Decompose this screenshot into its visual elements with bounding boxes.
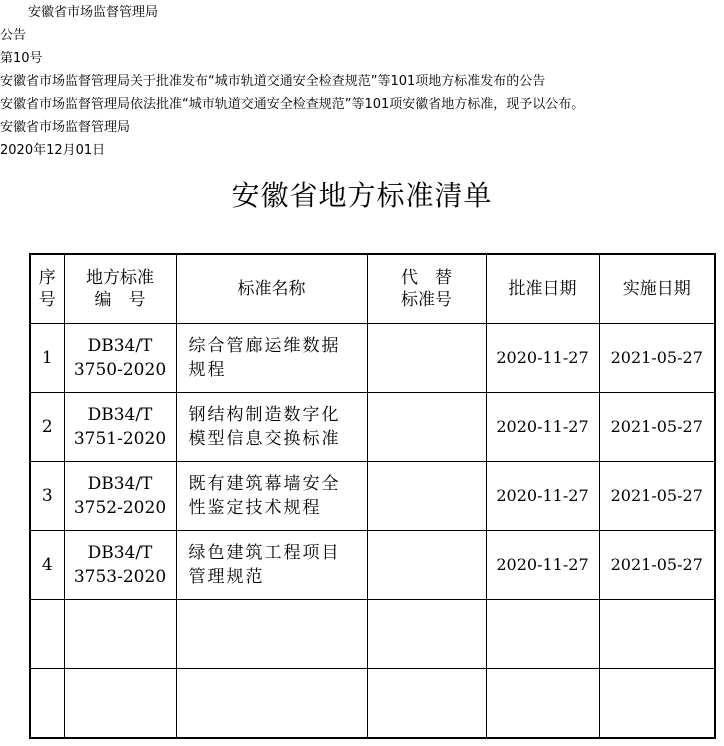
agency-name: 安徽省市场监督管理局: [28, 5, 159, 20]
cell-code-prefix: DB34/T: [87, 474, 153, 494]
cell-approve-date: 2020-11-27: [486, 393, 599, 462]
table-row: [30, 531, 715, 600]
cell-empty: [64, 600, 176, 669]
cell-empty: [64, 669, 176, 739]
table-row: [30, 393, 715, 462]
cell-empty: [176, 600, 367, 669]
standards-table: [29, 253, 716, 739]
table-row: [30, 324, 715, 393]
cell-code-number: 3751-2020: [73, 429, 167, 449]
cell-empty: [30, 669, 64, 739]
notice-number: 第10号: [0, 51, 43, 66]
cell-implement-date: 2021-05-27: [599, 393, 715, 462]
cell-name-line1: 钢结构制造数字化: [188, 405, 341, 425]
header-seq-line1: 序: [38, 268, 56, 288]
cell-code-number: 3750-2020: [73, 360, 167, 380]
table-header-row: [30, 254, 715, 324]
header-code-line2: 编 号: [94, 290, 146, 310]
cell-name-line2: 性鉴定技术规程: [188, 498, 322, 518]
cell-replace: [367, 531, 486, 600]
cell-empty: [367, 669, 486, 739]
cell-approve-date: 2020-11-27: [486, 462, 599, 531]
cell-approve-date: 2020-11-27: [486, 531, 599, 600]
header-code-line1: 地方标准: [86, 268, 154, 288]
table-row-empty: [30, 600, 715, 669]
cell-implement-date: 2021-05-27: [599, 531, 715, 600]
cell-name-line1: 绿色建筑工程项目: [188, 543, 341, 563]
notice-subject: 安徽省市场监督管理局关于批准发布“城市轨道交通安全检查规范”等101项地方标准发布的公告: [0, 74, 546, 89]
cell-replace: [367, 462, 486, 531]
cell-code-prefix: DB34/T: [87, 543, 153, 563]
header-seq: [30, 254, 64, 324]
cell-implement-date: 2021-05-27: [599, 462, 715, 531]
cell-name-line1: 既有建筑幕墙安全: [188, 474, 341, 494]
cell-name: [176, 324, 367, 393]
cell-implement-date: 2021-05-27: [599, 324, 715, 393]
header-replace: [367, 254, 486, 324]
header-seq-line2: 号: [38, 290, 56, 310]
cell-name: [176, 531, 367, 600]
header-replace-line1: 代 替: [401, 268, 452, 288]
cell-seq: 3: [30, 462, 64, 531]
header-code: [64, 254, 176, 324]
notice-body: 安徽省市场监督管理局依法批准“城市轨道交通安全检查规范”等101项安徽省地方标准，现予以公布。: [0, 97, 585, 112]
cell-empty: [599, 669, 715, 739]
cell-code-number: 3752-2020: [73, 498, 167, 518]
cell-code-prefix: DB34/T: [87, 336, 153, 356]
cell-name-line2: 模型信息交换标准: [188, 429, 341, 449]
cell-name-line1: 综合管廊运维数据: [188, 336, 341, 356]
header-replace-line2: 标准号: [401, 290, 452, 310]
cell-seq: 1: [30, 324, 64, 393]
cell-seq: 2: [30, 393, 64, 462]
cell-name: [176, 393, 367, 462]
table-row-empty: [30, 669, 715, 739]
cell-code: [64, 462, 176, 531]
cell-seq: 4: [30, 531, 64, 600]
cell-code: [64, 393, 176, 462]
cell-code-prefix: DB34/T: [87, 405, 153, 425]
cell-empty: [486, 669, 599, 739]
notice-signature: 安徽省市场监督管理局: [0, 120, 131, 135]
cell-empty: [367, 600, 486, 669]
header-approve: 批准日期: [486, 254, 599, 324]
table-row: [30, 462, 715, 531]
header-name: 标准名称: [176, 254, 367, 324]
cell-empty: [599, 600, 715, 669]
cell-empty: [176, 669, 367, 739]
list-title: 安徽省地方标准清单: [231, 179, 493, 212]
cell-replace: [367, 393, 486, 462]
cell-code-number: 3753-2020: [73, 567, 167, 587]
header-implement: 实施日期: [599, 254, 715, 324]
notice-date: 2020年12月01日: [0, 143, 106, 158]
cell-name-line2: 规程: [188, 360, 227, 380]
cell-empty: [486, 600, 599, 669]
cell-name: [176, 462, 367, 531]
cell-replace: [367, 324, 486, 393]
cell-name-line2: 管理规范: [188, 567, 265, 587]
cell-approve-date: 2020-11-27: [486, 324, 599, 393]
cell-code: [64, 324, 176, 393]
cell-empty: [30, 600, 64, 669]
notice-label: 公告: [0, 28, 27, 43]
cell-code: [64, 531, 176, 600]
